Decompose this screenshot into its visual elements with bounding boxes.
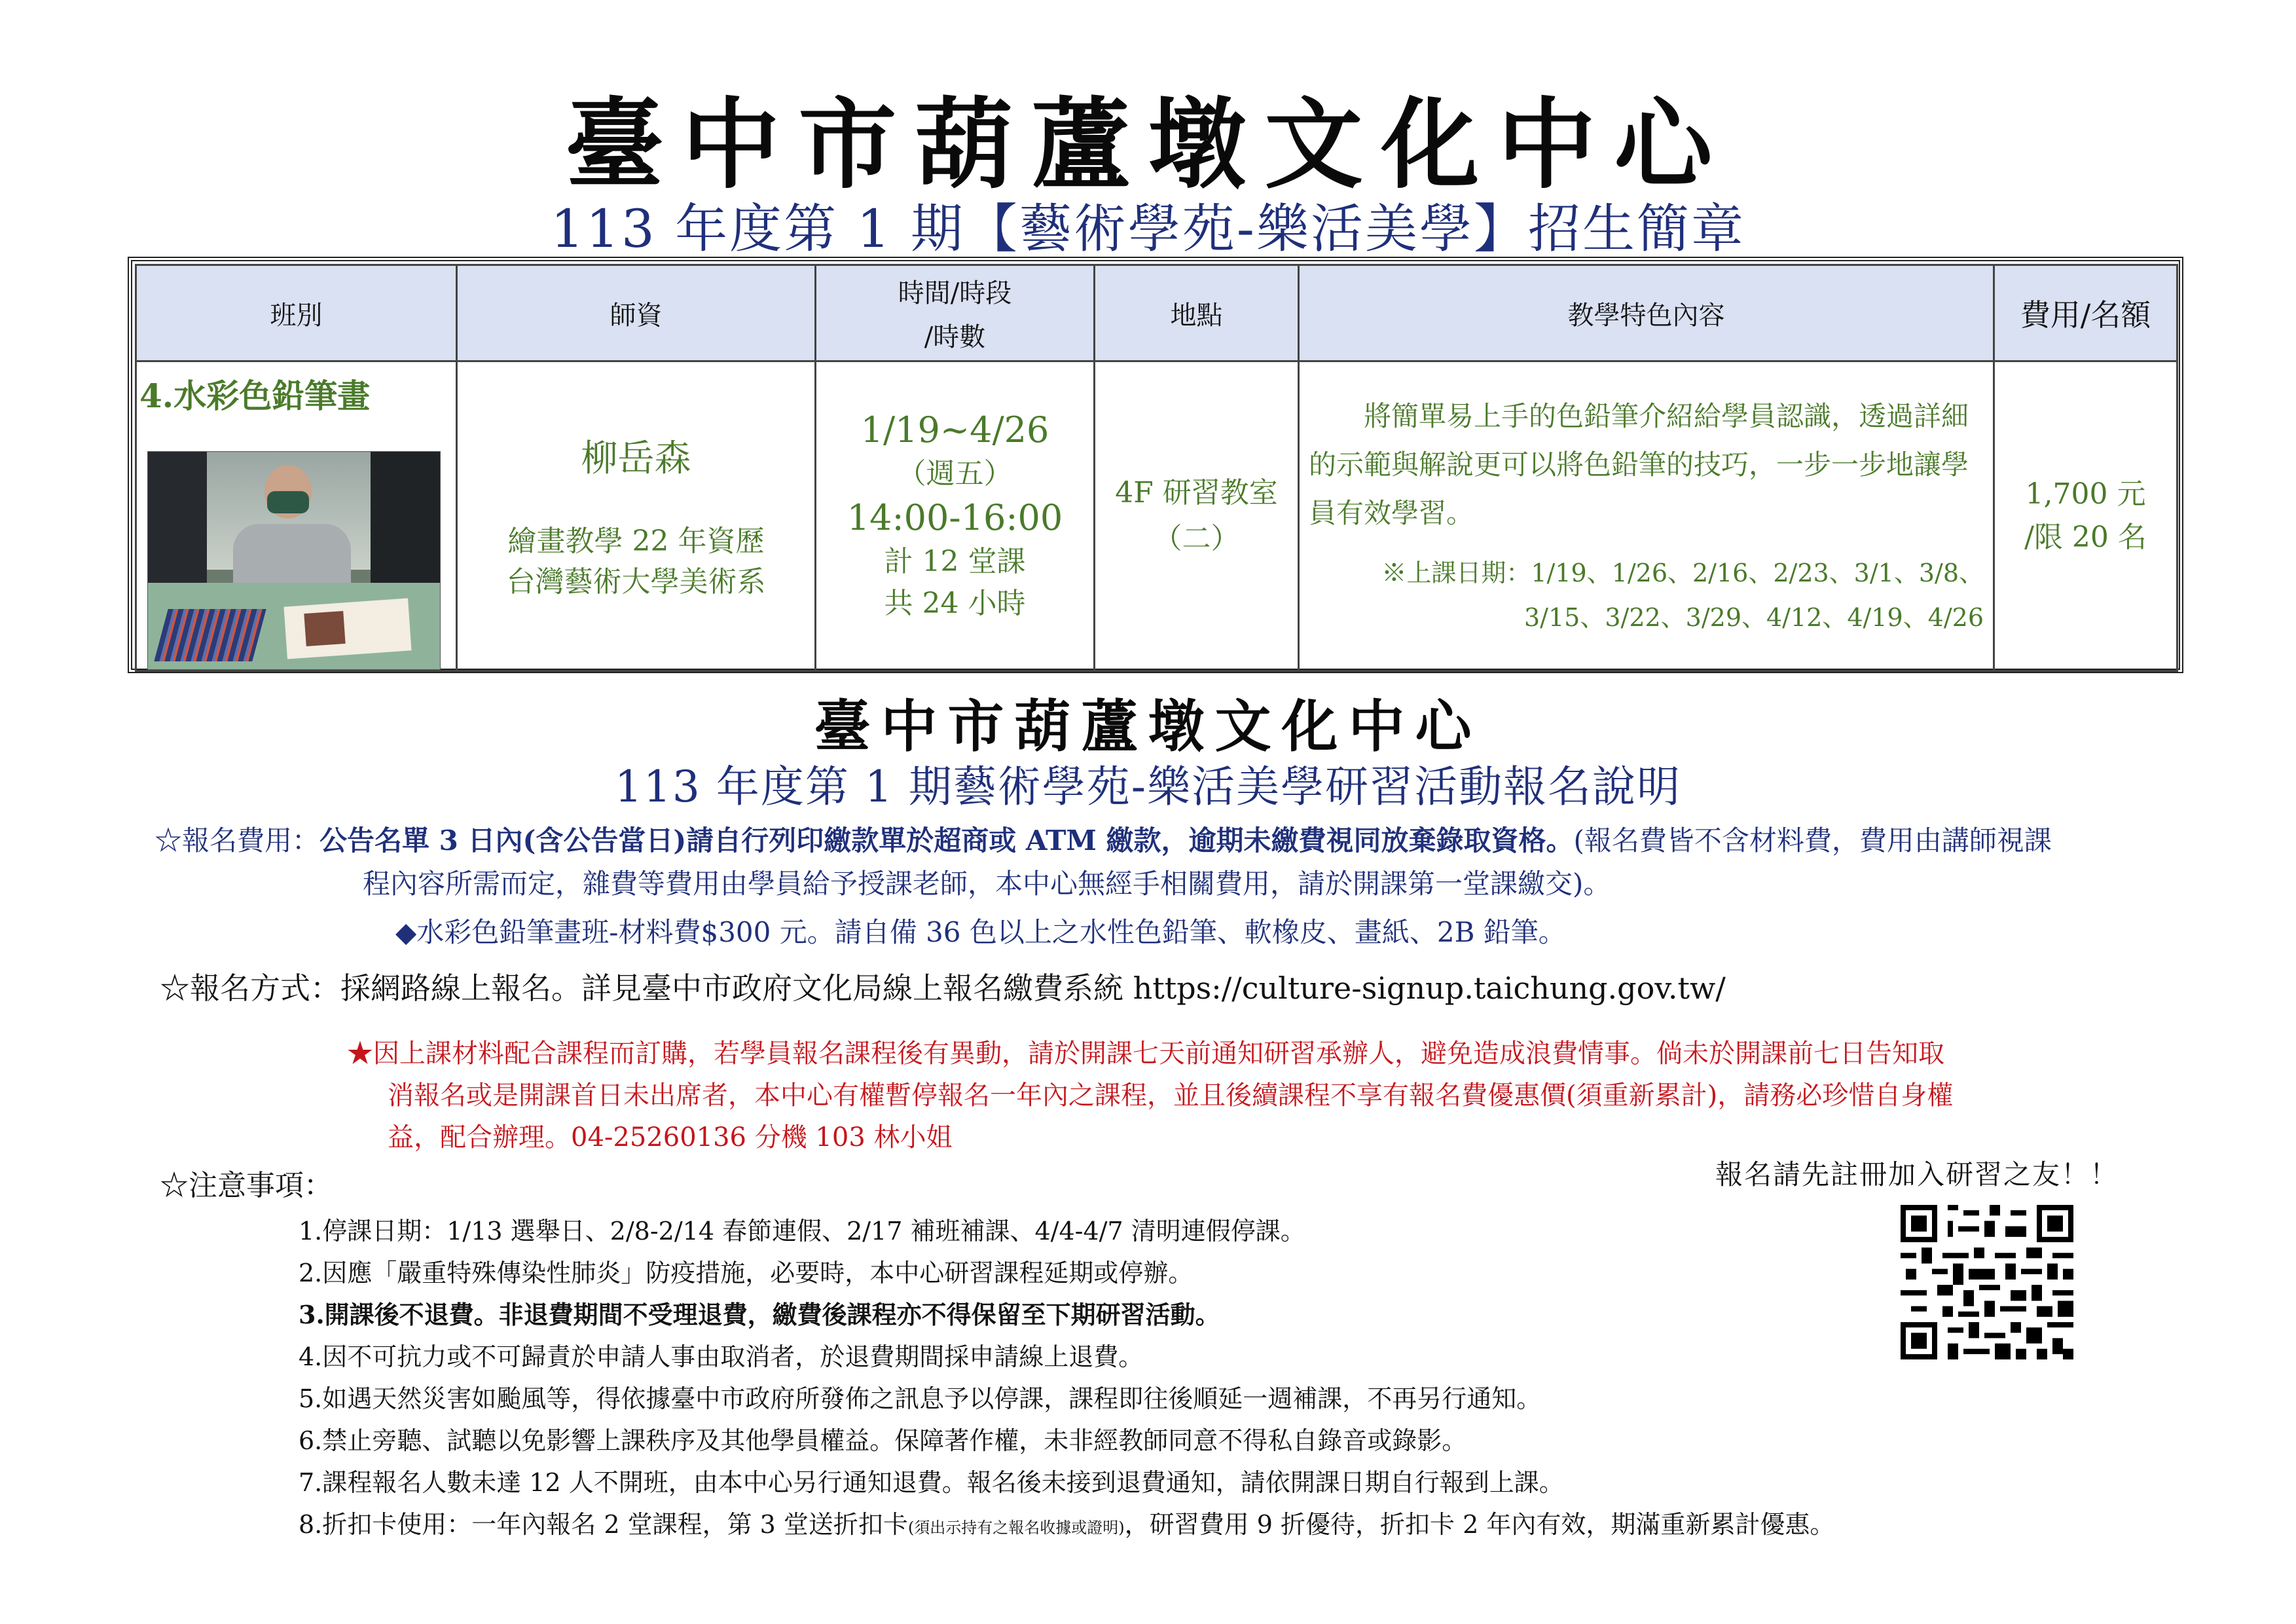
- note-item-8-b: ，研習費用 9 折優待，折扣卡 2 年內有效，期滿重新累計優惠。: [1124, 1510, 1835, 1539]
- note-item-2: 2.因應「嚴重特殊傳染性肺炎」防疫措施，必要時，本中心研習課程延期或停辦。: [299, 1259, 1194, 1287]
- register-hint: 報名請先註冊加入研習之友！！: [1715, 1158, 2119, 1190]
- fee-quota: /限 20 名: [2024, 521, 2147, 554]
- qr-code[interactable]: [1901, 1205, 2073, 1359]
- table-row: [136, 361, 2178, 671]
- header-features: 教學特色內容: [1299, 265, 1994, 361]
- course-table: [135, 264, 2178, 672]
- fee-rest-text: (報名費皆不含材料費，費用由講師視課: [1573, 824, 2052, 857]
- header-location: 地點: [1095, 265, 1299, 361]
- fee-info: [155, 820, 2210, 862]
- weekday: （週五）: [897, 457, 1013, 490]
- fee-bold-text: 公告名單 3 日內(含公告當日)請自行列印繳款單於超商或 ATM 繳款，逾期未繳費視同放棄錄取資格。: [319, 824, 1574, 857]
- note-item-1: 1.停課日期：1/13 選舉日、2/8-2/14 春節連假、2/17 補班補課、4/4-4/7 清明連假停課。: [299, 1217, 1305, 1246]
- note-item-4: 4.因不可抗力或不可歸責於申請人事由取消者，於退費期間採申請線上退費。: [299, 1342, 1144, 1371]
- note-item-5: 5.如遇天然災害如颱風等，得依據臺中市政府所發佈之訊息予以停課，課程即往後順延一週補課，不再另行通知。: [299, 1384, 1542, 1413]
- location-cell: [1095, 361, 1299, 671]
- material-fee: ◆水彩色鉛筆畫班-材料費$300 元。請自備 36 色以上之水性色鉛筆、軟橡皮、畫紙、2B 鉛筆。: [395, 916, 1566, 948]
- time-cell: [816, 361, 1095, 671]
- feature-text: 將簡單易上手的色鉛筆介紹給學員認識，透過詳細的示範與解說更可以將色鉛筆的技巧，一步一步地讓學員有效學習。: [1309, 400, 1969, 529]
- class-name: 4.水彩色鉛筆畫: [139, 377, 371, 415]
- header-time-line1: 時間/時段: [898, 278, 1012, 308]
- header-time: [816, 265, 1095, 361]
- teacher-experience: 繪畫教學 22 年資歷: [507, 525, 765, 558]
- table-header-row: [136, 265, 2178, 361]
- center-logo-text: 臺中市葫蘆墩文化中心: [565, 87, 1731, 202]
- header-teacher: 師資: [457, 265, 816, 361]
- feature-cell: [1299, 361, 1994, 671]
- fee-label: ☆報名費用：: [155, 824, 320, 857]
- hour-count: 共 24 小時: [884, 587, 1026, 620]
- date-range: 1/19~4/26: [860, 409, 1049, 451]
- center-logo-text-small: 臺中市葫蘆墩文化中心: [814, 693, 1482, 760]
- note-item-3: 3.開課後不退費。非退費期間不受理退費，繳費後課程亦不得保留至下期研習活動。: [299, 1300, 1220, 1329]
- header-time-line2: /時數: [924, 322, 986, 352]
- page-title: 113 年度第 1 期【藝術學苑-樂活美學】招生簡章: [551, 198, 1745, 259]
- signup-method: ☆報名方式：採網路線上報名。詳見臺中市政府文化局線上報名繳費系統 https://culture-signup.taichung.gov.tw/: [160, 970, 1726, 1006]
- teacher-name: 柳岳森: [581, 437, 691, 480]
- note-item-8-small: (須出示持有之報名收據或證明): [907, 1519, 1125, 1537]
- class-dates-line2: 3/15、3/22、3/29、4/12、4/19、4/26: [1524, 603, 1984, 632]
- warning-line1: ★因上課材料配合課程而訂購，若學員報名課程後有異動，請於開課七天前通知研習承辦人，避免造成浪費情事。倘未於開課前七日告知取: [347, 1039, 1944, 1069]
- header-fee: 費用/名額: [1994, 265, 2178, 361]
- teacher-cell: [457, 361, 816, 671]
- session-count: 計 12 堂課: [884, 545, 1026, 578]
- notes-heading: ☆注意事項：: [160, 1169, 333, 1202]
- warning-line3: 益，配合辦理。04-25260136 分機 103 林小姐: [388, 1122, 953, 1153]
- fee-cell: [1994, 361, 2178, 671]
- class-cell: [136, 361, 457, 671]
- note-item-6: 6.禁止旁聽、試聽以免影響上課秩序及其他學員權益。保障著作權，未非經教師同意不得私自錄音或錄影。: [299, 1426, 1467, 1455]
- teacher-education: 台灣藝術大學美術系: [506, 565, 766, 599]
- note-item-8-a: 8.折扣卡使用：一年內報名 2 堂課程，第 3 堂送折扣卡: [299, 1510, 908, 1539]
- location-room-number: （二）: [1153, 522, 1240, 555]
- registration-title: 113 年度第 1 期藝術學苑-樂活美學研習活動報名說明: [614, 762, 1682, 812]
- header-class: 班別: [136, 265, 457, 361]
- fee-info-continued: 程內容所需而定，雜費等費用由學員給予授課老師，本中心無經手相關費用，請於開課第一堂課繳交)。: [363, 868, 1611, 900]
- class-time: 14:00-16:00: [847, 497, 1063, 538]
- warning-line2: 消報名或是開課首日未出席者，本中心有權暫停報名一年內之課程，並且後續課程不享有報名費優惠價(須重新累計)，請務必珍惜自身權: [388, 1080, 1954, 1111]
- note-item-8: [299, 1504, 1834, 1549]
- fee-amount: 1,700 元: [2025, 477, 2146, 511]
- location-room: 4F 研習教室: [1115, 476, 1278, 509]
- class-photo: [147, 451, 441, 670]
- class-dates-line1: ※上課日期：1/19、1/26、2/16、2/23、3/1、3/8、: [1381, 559, 1984, 587]
- note-item-7: 7.課程報名人數未達 12 人不開班，由本中心另行通知退費。報名後未接到退費通知，請依開課日期自行報到上課。: [299, 1468, 1564, 1497]
